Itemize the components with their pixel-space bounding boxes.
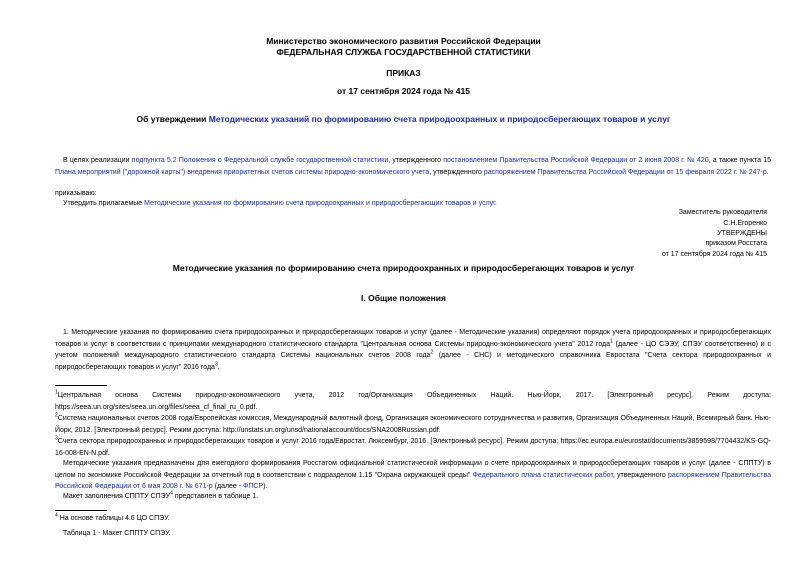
link-order-2008[interactable]: распоряжением Правительства Российской Федерации от 6 мая 2008 г. № 671-р bbox=[55, 471, 772, 490]
footnote-4 bbox=[55, 512, 170, 522]
preamble-text: . bbox=[766, 168, 769, 176]
signature-name: С.Н.Егоренко bbox=[723, 220, 767, 227]
paragraph-3 bbox=[63, 490, 259, 500]
approved-by: приказом Росстата bbox=[705, 240, 767, 247]
paragraph-text: (далее - ЦО СЭЭУ, СПЭУ соответственно) и с учетом положений международного статистического стандарта Системы национальных счетов 2008 года bbox=[55, 340, 771, 359]
preamble-text: , утвержденного bbox=[429, 168, 484, 176]
paragraph-text: представлен в таблице 1. bbox=[172, 493, 259, 500]
approve-text: . bbox=[494, 200, 497, 207]
link-fpsr[interactable]: Федерального плана статистических работ bbox=[472, 471, 613, 479]
paragraph-1 bbox=[55, 327, 771, 373]
approved-date: от 17 сентября 2024 года № 415 bbox=[661, 251, 767, 258]
section-title: I. Общие положения bbox=[361, 293, 446, 303]
ministry-heading: Министерство экономического развития Российской Федерации bbox=[266, 36, 541, 46]
paragraph-text: . bbox=[217, 363, 220, 371]
service-heading: ФЕДЕРАЛЬНАЯ СЛУЖБА ГОСУДАРСТВЕННОЙ СТАТИСТИКИ bbox=[276, 47, 531, 57]
title-link[interactable]: Методических указаний по формированию счета природоохранных и природосберегающих товаров и услуг bbox=[208, 114, 671, 124]
footnote-separator bbox=[55, 385, 107, 386]
footnote-text: Счета сектора природоохранных и природосберегающих товаров и услуг 2016 года/Евростат. Люксембург, 2016. [Электронный ресурс]. Режим доступа: https://ec.europa.eu/eurostat/documents/3859598/7704432/KS-GQ-16-008-EN-N.pdf. bbox=[55, 438, 771, 457]
approve-line bbox=[63, 200, 497, 207]
doc-date-number: от 17 сентября 2024 года № 415 bbox=[337, 86, 470, 96]
footnote-3 bbox=[55, 436, 771, 459]
table-caption: Таблица 1 - Макет СППТУ СПЭУ. bbox=[63, 530, 171, 537]
footnote-separator bbox=[55, 510, 107, 511]
preamble-text: В целях реализации bbox=[63, 157, 132, 164]
footnote-ref[interactable]: 3 bbox=[214, 361, 218, 368]
link-regulation[interactable]: подпункта 5.2 Положения о Федеральной службе государственной статистики bbox=[131, 157, 389, 164]
approve-text: Утвердить прилагаемые bbox=[63, 200, 145, 207]
footnote-1 bbox=[55, 390, 771, 413]
link-order-2022[interactable]: распоряжением Правительства Российской Федерации от 15 февраля 2022 г. № 247-р bbox=[483, 168, 767, 176]
footnote-2 bbox=[55, 413, 771, 436]
footnote-mark: 2 bbox=[55, 412, 58, 419]
doc-type: ПРИКАЗ bbox=[386, 68, 421, 78]
preamble-text: , а также пункта 15 bbox=[708, 157, 772, 164]
link-fpsr-short[interactable]: ФПСР bbox=[243, 483, 264, 490]
link-guidelines[interactable]: Методические указания по формированию счета природоохранных и природосберегающих товаров и услуг bbox=[144, 200, 495, 207]
footnote-text: Система национальных счетов 2008 года/Европейская комиссия, Международный валютный фонд, Организация экономического сотрудничества и развития, Организация Объединенных Наций, Всемирный банк. Нью-Йорк, 2012. [Электронный ресурс]. Режим доступа: http://unstats.un.org/unsd/nationalaccount/docs/SNA2008Russian.pdf. bbox=[55, 415, 771, 434]
orders-label: приказываю: bbox=[55, 190, 97, 197]
paragraph-text: Методические указания предназначены для ежегодного формирования Росстатом официальной статистической информации о счете природоохранных и природосберегающих товаров и услуг (далее - СППТУ) в целом по экономике Российской Федерации за отчетный год в соответствии с подразделом 1.15 "Охрана окружающей среды" bbox=[55, 460, 771, 479]
paragraph-text: Макет заполнения СППТУ СПЭУ bbox=[63, 493, 171, 500]
footnote-ref[interactable]: 2 bbox=[430, 349, 434, 356]
paragraph-text: (далее - bbox=[212, 483, 244, 490]
paragraph-2 bbox=[55, 458, 771, 493]
preamble-paragraph bbox=[55, 155, 771, 178]
signature-position: Заместитель руководителя bbox=[678, 209, 767, 216]
footnote-mark: 1 bbox=[55, 389, 58, 396]
footnote-text: На основе таблицы 4.6 ЦО СПЭУ. bbox=[57, 515, 170, 522]
approved-label: УТВЕРЖДЕНЫ bbox=[717, 230, 767, 237]
link-roadmap[interactable]: Плана мероприятий ("дорожной карты") внедрения приоритетных счетов системы природно-экономического учета bbox=[55, 168, 430, 176]
footnote-ref[interactable]: 1 bbox=[610, 338, 613, 345]
title-prefix: Об утверждении bbox=[136, 114, 209, 124]
footnote-mark: 4 bbox=[55, 512, 58, 519]
footnote-mark: 3 bbox=[55, 435, 58, 442]
appendix-title: Методические указания по формированию счета природоохранных и природосберегающих товаров и услуг bbox=[172, 263, 635, 273]
paragraph-text: , утвержденного bbox=[612, 471, 668, 479]
link-resolution[interactable]: постановлением Правительства Российской Федерации от 2 июня 2008 г. № 420 bbox=[443, 157, 709, 164]
paragraph-text: ). bbox=[263, 483, 268, 490]
footnote-text: Центральная основа Системы природно-экономического учета, 2012 год/Организация Объединенных Наций. Нью-Йорк, 2017. [Электронный ресурс]. Режим доступа: https://seea.un.org/sites/seea.un.org/files/seea_cf_final_ru_0.pdf. bbox=[55, 392, 771, 411]
preamble-text: , утвержденного bbox=[388, 157, 444, 164]
paragraph-text: 1. Методические указания по формированию счета природоохранных и природосберегающих товаров и услуг (далее - Методические указания) определяют порядок учета природоохранных и природосберегающих товаров и услуг в соответствии с принципами международного статистического стандарта "Центральная основа Системы природно-экономического учета" 2012 года bbox=[55, 329, 771, 348]
paragraph-text: (далее - СНС) и методического справочника Евростата "Счета сектора природоохранных и природосберегающих товаров и услуг" 2016 года bbox=[55, 352, 771, 371]
document-title bbox=[0, 114, 807, 124]
footnote-ref[interactable]: 4 bbox=[170, 490, 173, 497]
